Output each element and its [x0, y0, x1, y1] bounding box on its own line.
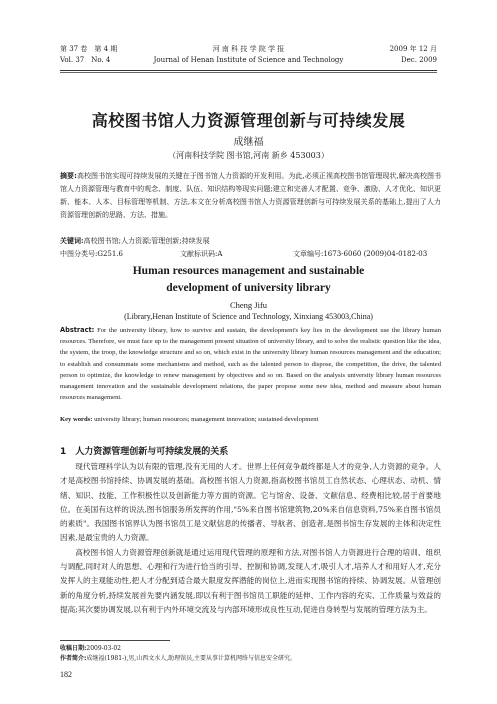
header-rule-thin — [60, 72, 437, 73]
abstract-en — [60, 325, 441, 403]
bio-label: 作者简介: — [60, 655, 87, 662]
keywords-label-en: Key words: — [60, 416, 93, 423]
document-code: 文献标识码:A — [180, 250, 223, 258]
title-en-line-2: development of university library — [166, 282, 331, 294]
page-number: 182 — [60, 670, 72, 679]
article-title-en — [0, 263, 497, 297]
volume-issue-cn: 第 37 卷 第 4 期 — [60, 45, 118, 53]
footnote-received — [60, 644, 441, 653]
keywords-text-en: university library; human resources; management innovation; sustained development — [94, 416, 319, 423]
issue-date-en: Dec. 2009 — [401, 56, 437, 64]
keywords-en — [60, 414, 441, 425]
body-paragraph: 高校图书馆人力资源管理创新就是通过运用现代管理的原理和方法,对图书馆人力资源进行合理的培训、组织与调配,同时对人的思想、心理和行为进行恰当的引导、控制和协调,发现人才,吸引人才,培养人才和用好人才,充分发挥人的主观能动性,把人才分配到适合最大限度发挥潜能的岗位上,进而实现图书馆的持续、协调发展。从管理创新的角度分析,持续发展首先要内涵发展,即以有利于图书馆员工职能的延伸、工作内容的充实、工作质量与效益的提高;其次要协调发展,以有利于内外环境交流及与内部环境形成良性互动,促进自身转型与发展的管理方法为主。 — [60, 547, 441, 614]
issue-date-cn: 2009 年 12 月 — [389, 45, 437, 53]
author-name-cn: 成继福 — [233, 137, 264, 148]
title-en-line-1: Human resources management and sustainable — [132, 265, 365, 277]
footnote-author-bio — [60, 654, 441, 663]
article-number: 文章编号:1673-6060 (2009)04-0182-03 — [293, 250, 428, 258]
received-label: 收稿日期: — [60, 645, 87, 652]
body-text — [60, 460, 441, 617]
clc-number: 中图分类号:G251.6 — [60, 250, 123, 258]
keywords-text-cn: 高校图书馆;人力资源;管理创新;持续发展 — [83, 237, 210, 245]
bio-text: 成继福(1981-),男,山西文水人,助理馆员,主要从事计算机网络与信息安全研究。 — [86, 655, 297, 662]
abstract-text-en: For the university library, how to survive and sustain, the development's key lies in the development use the library human resources. Therefore, we must face up to the management present situation of university library, and to solve the realistic question like the idea, the system, the troop, the knowledge structure and so on, which exist in the university library human resources management and the education; to establish and consummate some mechanisms and method, such as the talented person to dispose, the competition, the drive, the talented person to optimize, the knowledge to renew management by objectives and so on. Based on the analysis university library human resources management innovation and the sustainable development relations, the paper propose some new idea, method and measure about human resources management. — [60, 327, 441, 402]
footnote-rule — [60, 640, 170, 641]
keywords-cn — [60, 235, 441, 247]
journal-name-en: Journal of Henan Institute of Science and Technology — [153, 56, 344, 64]
received-date: 2009-03-02 — [86, 645, 121, 652]
classification-row — [60, 249, 441, 261]
abstract-cn — [60, 170, 441, 222]
header-rule — [60, 70, 437, 71]
author-name-en: Cheng Jifu — [229, 300, 268, 310]
body-paragraph: 现代管理科学认为以有限的管理,没有无用的人才。世界上任何竞争最终都是人才的竞争,人力资源的竞争。人才是高校图书馆持续、协调发展的基础。高校图书馆人力资源,指高校图书馆员工自然状态、心理状态、动机、情绪、知识、技能、工作积极性以及创新能力等方面的资源。它与馆舍、设备、文献信息、经费相比较,居于首要地位。在美国有这样的说法,图书馆服务所发挥的作用,"5%来自图书馆建筑物,20%来自信息资料,75%来自图书馆员的素质"。我国图书馆界认为图书馆员工是文献信息的传播者、导航者、创造者,是图书馆生存发展的主体和决定性因素,是最宝贵的人力资源。 — [60, 462, 441, 543]
volume-issue-en: Vol. 37 No. 4 — [60, 56, 111, 64]
article-title-cn: 高校图书馆人力资源管理创新与可持续发展 — [91, 111, 406, 130]
abstract-text-cn: 高校图书馆实现可持续发展的关键在于图书馆人力资源的开发利用。为此,必须正视高校图书馆管理现状,解决高校图书馆人力资源管理与教育中的观念、制度、队伍、知识结构等现实问题;建立和完善人才配置、竞争、激励、人才优化、知识更新、能本、人本、目标管理等机制、方法,本文在分析高校图书馆人力资源管理创新与可持续发展关系的基础上,提出了人力资源管理创新的思路、方法、措施。 — [60, 172, 441, 219]
journal-name-cn: 河 南 科 技 学 院 学 报 — [212, 45, 285, 53]
affiliation-cn: （河南科技学院 图书馆,河南 新乡 453003） — [168, 151, 329, 160]
affiliation-en: (Library,Henan Institute of Science and Technology, Xinxiang 453003,China) — [124, 312, 373, 321]
section-heading: 1 人力资源管理创新与可持续发展的关系 — [60, 447, 229, 457]
running-header — [60, 44, 437, 66]
keywords-label-cn: 关键词: — [60, 236, 84, 245]
abstract-label-en: Abstract: — [60, 326, 95, 334]
abstract-label-cn: 摘要: — [60, 172, 77, 180]
